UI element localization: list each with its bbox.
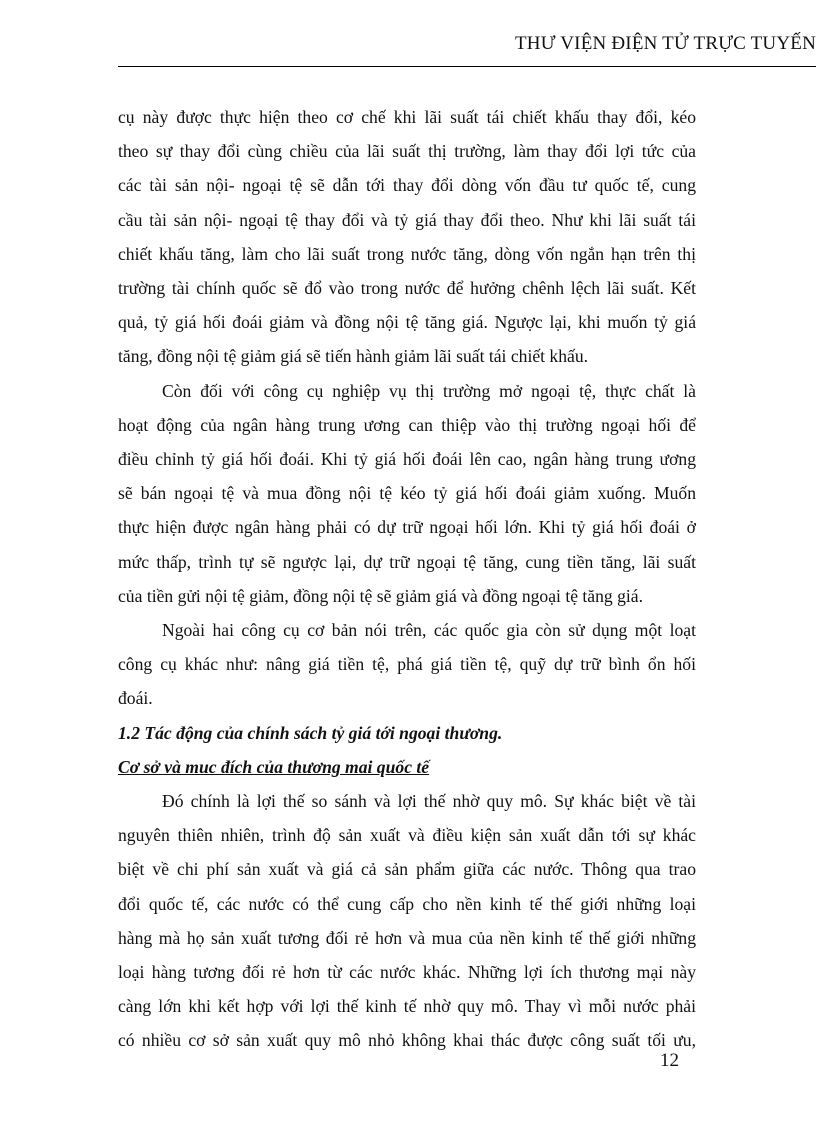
text-line: có nhiều cơ sở sản xuất quy mô nhỏ không khai thác được công suất tối ưu, xyxy=(118,1030,696,1051)
text-line: quả, tỷ giá hối đoái giảm và đồng nội tệ tăng giá. Ngược lại, khi muốn tỷ giá xyxy=(118,312,696,333)
text-line: các tài sản nội- ngoại tệ sẽ dẫn tới thay đổi dòng vốn đầu tư quốc tế, cung xyxy=(118,175,696,196)
paragraph-3 xyxy=(118,613,696,716)
text-line: điều chỉnh tỷ giá hối đoái. Khi tỷ giá hối đoái lên cao, ngân hàng trung ương xyxy=(118,449,696,470)
paragraph-4 xyxy=(118,784,696,1058)
text-line: trường tài chính quốc sẽ đổ vào trong nước để hưởng chênh lệch lãi suất. Kết xyxy=(118,278,696,299)
document-body xyxy=(118,100,696,1058)
text-line: chiết khấu tăng, làm cho lãi suất trong nước tăng, dòng vốn ngắn hạn trên thị xyxy=(118,243,696,264)
text-line: hoạt động của ngân hàng trung ương can thiệp vào thị trường ngoại hối để xyxy=(118,414,696,435)
text-line: hàng mà họ sản xuất tương đối rẻ hơn và mua của nền kinh tế thế giới những xyxy=(118,927,696,948)
text-line: thực hiện được ngân hàng phải có dự trữ ngoại hối lớn. Khi tỷ giá hối đoái ở xyxy=(118,517,696,538)
text-line: càng lớn khi kết hợp với lợi thế kinh tế nhờ quy mô. Thay vì mỗi nước phải xyxy=(118,996,696,1017)
text-line: tăng, đồng nội tệ giảm giá sẽ tiến hành giảm lãi suất tái chiết khấu. xyxy=(118,346,589,367)
text-line: Còn đối với công cụ nghiệp vụ thị trường mở ngoại tệ, thực chất là xyxy=(162,380,696,401)
text-line: cầu tài sản nội- ngoại tệ thay đổi và tỷ giá thay đổi theo. Như khi lãi suất tái xyxy=(118,209,696,230)
text-line: của tiền gửi nội tệ giảm, đồng nội tệ sẽ giảm giá và đồng ngoại tệ tăng giá. xyxy=(118,585,644,606)
text-line: sẽ bán ngoại tệ và mua đồng nội tệ kéo tỷ giá hối đoái giảm xuống. Muốn xyxy=(118,483,696,504)
subsection-heading: Cơ sở và muc đích của thương mai quốc tế xyxy=(118,756,430,777)
text-line: biệt về chi phí sản xuất và giá cả sản phẩm giữa các nước. Thông qua trao xyxy=(118,859,696,880)
text-line: cụ này được thực hiện theo cơ chế khi lãi suất tái chiết khấu thay đổi, kéo xyxy=(118,107,696,127)
text-line: đoái. xyxy=(118,688,153,709)
page-number: 12 xyxy=(660,1050,679,1071)
text-line: Ngoài hai công cụ cơ bản nói trên, các quốc gia còn sử dụng một loạt xyxy=(162,620,696,641)
text-line: đổi quốc tế, các nước có thể cung cấp cho nền kinh tế thế giới những loại xyxy=(118,893,696,914)
text-line: nguyên thiên nhiên, trình độ sản xuất và điều kiện sản xuất dẫn tới sự khác xyxy=(118,825,696,846)
paragraph-1 xyxy=(118,100,696,374)
section-heading: 1.2 Tác động của chính sách tỷ giá tới ngoại thương. xyxy=(118,722,503,743)
text-line: theo sự thay đổi cùng chiều của lãi suất thị trường, làm thay đổi lợi tức của xyxy=(118,141,696,162)
text-line: loại hàng tương đối rẻ hơn từ các nước khác. Những lợi ích thương mại này xyxy=(118,962,696,983)
paragraph-2 xyxy=(118,374,696,613)
text-line: mức thấp, trình tự sẽ ngược lại, dự trữ ngoại tệ tăng, cung tiền tăng, lãi suất xyxy=(118,551,696,572)
page-header-title: THƯ VIỆN ĐIỆN TỬ TRỰC TUYẾN xyxy=(514,33,816,54)
text-line: Đó chính là lợi thế so sánh và lợi thế nhờ quy mô. Sự khác biệt về tài xyxy=(162,791,696,812)
header-divider xyxy=(118,66,816,67)
text-line: công cụ khác như: nâng giá tiền tệ, phá giá tiền tệ, quỹ dự trữ bình ổn hối xyxy=(118,654,696,675)
